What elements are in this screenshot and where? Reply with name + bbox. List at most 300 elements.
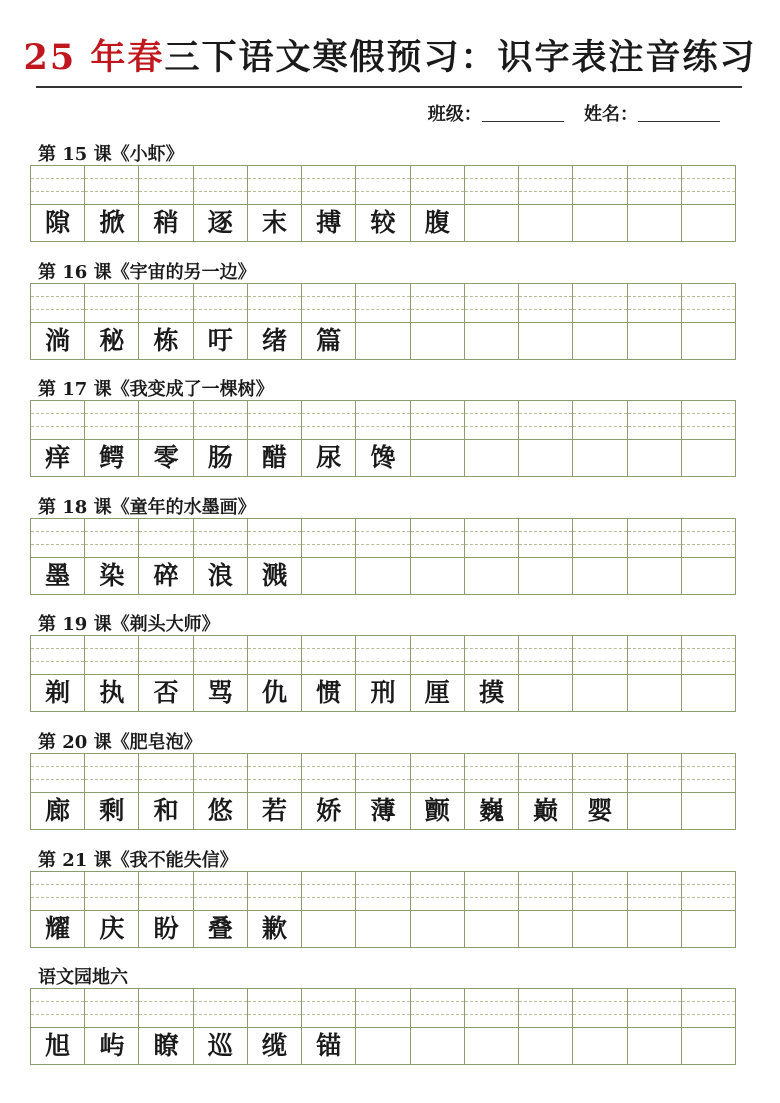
pinyin-writing-area[interactable]: [139, 401, 192, 440]
pinyin-writing-area[interactable]: [302, 754, 355, 793]
pinyin-writing-area[interactable]: [31, 401, 84, 440]
pinyin-writing-area[interactable]: [139, 989, 192, 1028]
pinyin-writing-area[interactable]: [573, 166, 626, 205]
hanzi-character: [682, 557, 735, 594]
hanzi-character: 廊: [45, 796, 71, 825]
grid-cell: [85, 166, 139, 242]
lesson-section: [0, 610, 780, 728]
hanzi-character: [682, 910, 735, 947]
pinyin-writing-area[interactable]: [628, 401, 681, 440]
hanzi-character: [519, 1027, 572, 1064]
grid-cell: [31, 166, 85, 242]
title-main: 三下语文寒假预习：识字表注音练习: [164, 37, 757, 78]
pinyin-writing-area[interactable]: [31, 636, 84, 675]
pinyin-writing-area[interactable]: [194, 401, 247, 440]
grid-cell: [356, 401, 410, 477]
pinyin-grid: [30, 400, 736, 477]
hanzi-character: 巡: [207, 1031, 233, 1061]
grid-cell: [411, 872, 465, 948]
pinyin-writing-area[interactable]: [411, 166, 464, 205]
grid-cell: [356, 166, 410, 242]
pinyin-writing-area[interactable]: [248, 872, 301, 911]
grid-cell: [628, 519, 682, 595]
grid-cell: [302, 636, 356, 712]
grid-cell: [31, 754, 85, 830]
pinyin-grid: [30, 871, 736, 948]
lesson-section: [0, 258, 780, 376]
lesson-section: [0, 963, 780, 1081]
grid-cell: [465, 754, 519, 830]
pinyin-writing-area[interactable]: [465, 519, 518, 558]
grid-cell: [682, 754, 736, 830]
grid-cell: [248, 989, 302, 1065]
pinyin-writing-area[interactable]: [519, 872, 572, 911]
grid-cell: [248, 872, 302, 948]
pinyin-writing-area[interactable]: [628, 636, 681, 675]
hanzi-character: 溅: [262, 560, 288, 590]
pinyin-writing-area[interactable]: [411, 401, 464, 440]
grid-cell: [248, 284, 302, 360]
pinyin-writing-area[interactable]: [356, 166, 409, 205]
hanzi-character: 仇: [262, 678, 288, 708]
pinyin-writing-area[interactable]: [85, 989, 138, 1028]
grid-cell: [302, 989, 356, 1065]
hanzi-character: 叠: [207, 913, 233, 943]
grid-cell: [248, 519, 302, 595]
pinyin-writing-area[interactable]: [573, 872, 626, 911]
grid-cell: [302, 401, 356, 477]
pinyin-writing-area[interactable]: [411, 989, 464, 1028]
pinyin-writing-area[interactable]: [682, 989, 735, 1028]
hanzi-character: 和: [153, 796, 179, 825]
pinyin-writing-area[interactable]: [465, 872, 518, 911]
grid-cell: [194, 166, 248, 242]
grid-cell: [411, 636, 465, 712]
pinyin-writing-area[interactable]: [356, 519, 409, 558]
pinyin-grid: [30, 988, 736, 1065]
grid-cell: [465, 166, 519, 242]
hanzi-character: 淌: [45, 325, 71, 355]
hanzi-character: [682, 792, 735, 829]
hanzi-character: 腹: [424, 208, 450, 237]
hanzi-character: [682, 1027, 735, 1064]
lesson-section: [0, 140, 780, 258]
hanzi-character: [573, 674, 626, 711]
lesson-title: 第 16 课《宇宙的另一边》: [38, 261, 256, 283]
hanzi-character: [682, 439, 735, 476]
grid-cell: [139, 284, 193, 360]
grid-cell: [465, 872, 519, 948]
lesson-title: 第 21 课《我不能失信》: [38, 849, 238, 871]
pinyin-grid: [30, 165, 736, 242]
hanzi-character: 屿: [99, 1031, 125, 1061]
hanzi-character: 庆: [99, 913, 125, 943]
grid-cell: [411, 519, 465, 595]
pinyin-writing-area[interactable]: [302, 636, 355, 675]
grid-cell: [139, 166, 193, 242]
pinyin-writing-area[interactable]: [356, 636, 409, 675]
hanzi-character: [519, 439, 572, 476]
grid-cell: [302, 754, 356, 830]
hanzi-character: [628, 439, 681, 476]
grid-cell: [628, 401, 682, 477]
hanzi-character: 浪: [207, 560, 233, 590]
grid-cell: [682, 401, 736, 477]
grid-cell: [85, 989, 139, 1065]
pinyin-writing-area[interactable]: [519, 519, 572, 558]
pinyin-writing-area[interactable]: [628, 989, 681, 1028]
hanzi-character: [465, 439, 518, 476]
grid-cell: [411, 284, 465, 360]
pinyin-writing-area[interactable]: [356, 284, 409, 323]
pinyin-writing-area[interactable]: [356, 754, 409, 793]
grid-cell: [628, 754, 682, 830]
grid-cell: [356, 519, 410, 595]
pinyin-writing-area[interactable]: [411, 284, 464, 323]
grid-cell: [356, 284, 410, 360]
grid-cell: [194, 519, 248, 595]
hanzi-character: 隙: [45, 208, 71, 237]
grid-cell: [302, 166, 356, 242]
pinyin-writing-area[interactable]: [682, 166, 735, 205]
hanzi-character: [411, 322, 464, 359]
pinyin-writing-area[interactable]: [356, 989, 409, 1028]
grid-cell: [194, 636, 248, 712]
grid-cell: [248, 754, 302, 830]
hanzi-character: [628, 910, 681, 947]
grid-cell: [519, 636, 573, 712]
grid-cell: [248, 636, 302, 712]
student-info: [428, 100, 734, 126]
pinyin-writing-area[interactable]: [302, 519, 355, 558]
grid-cell: [139, 989, 193, 1065]
hanzi-character: [519, 204, 572, 241]
pinyin-writing-area[interactable]: [248, 519, 301, 558]
grid-cell: [682, 872, 736, 948]
pinyin-writing-area[interactable]: [302, 872, 355, 911]
pinyin-writing-area[interactable]: [302, 989, 355, 1028]
pinyin-writing-area[interactable]: [194, 989, 247, 1028]
lesson-title: 语文园地六: [38, 967, 128, 989]
pinyin-writing-area[interactable]: [628, 754, 681, 793]
pinyin-writing-area[interactable]: [628, 166, 681, 205]
hanzi-character: 锚: [316, 1031, 342, 1061]
grid-cell: [85, 754, 139, 830]
pinyin-grid: [30, 753, 736, 830]
pinyin-writing-area[interactable]: [465, 754, 518, 793]
grid-cell: [628, 284, 682, 360]
hanzi-character: 瞭: [153, 1031, 179, 1061]
grid-cell: [682, 519, 736, 595]
hanzi-character: 栋: [153, 325, 179, 355]
grid-cell: [573, 401, 627, 477]
pinyin-writing-area[interactable]: [682, 636, 735, 675]
hanzi-character: [302, 910, 355, 947]
pinyin-writing-area[interactable]: [248, 401, 301, 440]
pinyin-writing-area[interactable]: [411, 636, 464, 675]
grid-cell: [139, 636, 193, 712]
grid-cell: [85, 872, 139, 948]
hanzi-character: 馋: [370, 443, 396, 473]
pinyin-writing-area[interactable]: [628, 284, 681, 323]
grid-cell: [519, 754, 573, 830]
hanzi-character: 薄: [370, 796, 396, 825]
grid-cell: [356, 636, 410, 712]
hanzi-character: [682, 204, 735, 241]
lesson-title: 第 17 课《我变成了一棵树》: [38, 379, 274, 401]
hanzi-character: [465, 910, 518, 947]
grid-cell: [248, 166, 302, 242]
hanzi-character: [356, 1027, 409, 1064]
lesson-section: [0, 728, 780, 846]
pinyin-writing-area[interactable]: [302, 401, 355, 440]
grid-cell: [519, 401, 573, 477]
pinyin-writing-area[interactable]: [519, 166, 572, 205]
hanzi-character: [682, 322, 735, 359]
pinyin-writing-area[interactable]: [85, 872, 138, 911]
hanzi-character: 悠: [207, 796, 233, 825]
lesson-title: 第 20 课《肥皂泡》: [38, 732, 202, 753]
pinyin-writing-area[interactable]: [573, 636, 626, 675]
pinyin-writing-area[interactable]: [139, 754, 192, 793]
pinyin-writing-area[interactable]: [31, 872, 84, 911]
hanzi-character: [628, 1027, 681, 1064]
pinyin-writing-area[interactable]: [519, 284, 572, 323]
pinyin-writing-area[interactable]: [31, 284, 84, 323]
hanzi-character: 秘: [99, 325, 125, 355]
hanzi-character: [628, 792, 681, 829]
pinyin-writing-area[interactable]: [682, 401, 735, 440]
pinyin-writing-area[interactable]: [31, 519, 84, 558]
hanzi-character: 颤: [424, 796, 450, 825]
pinyin-writing-area[interactable]: [573, 989, 626, 1028]
grid-cell: [139, 401, 193, 477]
pinyin-writing-area[interactable]: [465, 166, 518, 205]
grid-cell: [31, 284, 85, 360]
grid-cell: [411, 401, 465, 477]
pinyin-writing-area[interactable]: [85, 166, 138, 205]
pinyin-writing-area[interactable]: [139, 284, 192, 323]
pinyin-writing-area[interactable]: [139, 872, 192, 911]
hanzi-character: [356, 557, 409, 594]
grid-cell: [356, 872, 410, 948]
grid-cell: [85, 284, 139, 360]
pinyin-writing-area[interactable]: [682, 519, 735, 558]
hanzi-character: [573, 322, 626, 359]
pinyin-writing-area[interactable]: [194, 754, 247, 793]
grid-cell: [573, 989, 627, 1065]
pinyin-writing-area[interactable]: [682, 284, 735, 323]
pinyin-writing-area[interactable]: [248, 754, 301, 793]
hanzi-character: [465, 1027, 518, 1064]
grid-cell: [465, 284, 519, 360]
hanzi-character: [356, 322, 409, 359]
grid-cell: [411, 989, 465, 1065]
hanzi-character: [411, 557, 464, 594]
title-accent: 25 年春: [23, 37, 165, 78]
grid-cell: [519, 989, 573, 1065]
hanzi-character: 耀: [45, 913, 71, 943]
hanzi-character: 肠: [207, 443, 233, 473]
grid-cell: [194, 401, 248, 477]
hanzi-character: 碎: [153, 560, 179, 590]
grid-cell: [628, 166, 682, 242]
grid-cell: [519, 284, 573, 360]
hanzi-character: 零: [153, 443, 179, 473]
grid-cell: [85, 519, 139, 595]
grid-cell: [302, 872, 356, 948]
grid-cell: [302, 284, 356, 360]
hanzi-character: 否: [153, 678, 179, 708]
pinyin-writing-area[interactable]: [519, 989, 572, 1028]
lesson-section: [0, 493, 780, 611]
hanzi-character: 巍: [478, 796, 504, 825]
hanzi-character: [573, 1027, 626, 1064]
name-blank[interactable]: [638, 121, 720, 122]
grid-cell: [194, 989, 248, 1065]
pinyin-writing-area[interactable]: [519, 401, 572, 440]
pinyin-writing-area[interactable]: [194, 872, 247, 911]
hanzi-character: 婴: [587, 796, 613, 825]
pinyin-writing-area[interactable]: [411, 519, 464, 558]
hanzi-character: 搏: [316, 208, 342, 237]
hanzi-character: [465, 322, 518, 359]
hanzi-character: 末: [262, 208, 288, 237]
grid-cell: [411, 754, 465, 830]
pinyin-writing-area[interactable]: [573, 284, 626, 323]
pinyin-writing-area[interactable]: [302, 166, 355, 205]
hanzi-character: [573, 910, 626, 947]
pinyin-writing-area[interactable]: [573, 401, 626, 440]
pinyin-writing-area[interactable]: [194, 166, 247, 205]
pinyin-writing-area[interactable]: [628, 519, 681, 558]
grid-cell: [465, 519, 519, 595]
pinyin-grid: [30, 518, 736, 595]
hanzi-character: [628, 204, 681, 241]
class-label: 班级：: [427, 104, 482, 125]
name-label: 姓名：: [584, 104, 638, 125]
hanzi-character: 缆: [262, 1031, 288, 1061]
pinyin-writing-area[interactable]: [85, 519, 138, 558]
pinyin-writing-area[interactable]: [85, 754, 138, 793]
grid-cell: [356, 989, 410, 1065]
pinyin-writing-area[interactable]: [356, 401, 409, 440]
lesson-section: [0, 375, 780, 493]
hanzi-character: 尿: [316, 443, 342, 473]
pinyin-writing-area[interactable]: [248, 989, 301, 1028]
pinyin-writing-area[interactable]: [248, 284, 301, 323]
hanzi-character: 刑: [370, 678, 396, 708]
pinyin-writing-area[interactable]: [85, 636, 138, 675]
pinyin-writing-area[interactable]: [411, 754, 464, 793]
hanzi-character: [465, 557, 518, 594]
hanzi-character: 篇: [316, 325, 342, 355]
pinyin-writing-area[interactable]: [302, 284, 355, 323]
pinyin-writing-area[interactable]: [31, 166, 84, 205]
hanzi-character: 剩: [99, 796, 125, 825]
pinyin-writing-area[interactable]: [411, 872, 464, 911]
grid-cell: [573, 754, 627, 830]
pinyin-writing-area[interactable]: [465, 401, 518, 440]
pinyin-writing-area[interactable]: [465, 636, 518, 675]
pinyin-writing-area[interactable]: [194, 636, 247, 675]
hanzi-character: 稍: [153, 208, 179, 237]
pinyin-writing-area[interactable]: [194, 284, 247, 323]
hanzi-character: 盼: [153, 913, 179, 943]
pinyin-writing-area[interactable]: [194, 519, 247, 558]
hanzi-character: 痒: [45, 443, 71, 473]
pinyin-writing-area[interactable]: [31, 754, 84, 793]
lesson-section: [0, 846, 780, 964]
lesson-title: 第 19 课《剃头大师》: [38, 614, 220, 636]
grid-cell: [31, 519, 85, 595]
pinyin-writing-area[interactable]: [682, 754, 735, 793]
grid-cell: [31, 989, 85, 1065]
page-title: [0, 30, 780, 80]
grid-cell: [465, 401, 519, 477]
pinyin-writing-area[interactable]: [682, 872, 735, 911]
pinyin-writing-area[interactable]: [31, 989, 84, 1028]
hanzi-character: [628, 557, 681, 594]
hanzi-character: [519, 674, 572, 711]
grid-cell: [139, 754, 193, 830]
hanzi-character: 较: [370, 208, 396, 237]
pinyin-writing-area[interactable]: [628, 872, 681, 911]
class-blank[interactable]: [482, 121, 564, 122]
pinyin-writing-area[interactable]: [465, 284, 518, 323]
pinyin-writing-area[interactable]: [573, 519, 626, 558]
grid-cell: [519, 166, 573, 242]
hanzi-character: 逐: [207, 208, 233, 237]
hanzi-character: 绪: [262, 325, 288, 355]
grid-cell: [194, 754, 248, 830]
grid-cell: [628, 872, 682, 948]
hanzi-character: [519, 910, 572, 947]
pinyin-writing-area[interactable]: [573, 754, 626, 793]
pinyin-writing-area[interactable]: [139, 636, 192, 675]
pinyin-writing-area[interactable]: [139, 519, 192, 558]
grid-cell: [573, 519, 627, 595]
pinyin-writing-area[interactable]: [519, 754, 572, 793]
hanzi-character: [411, 439, 464, 476]
hanzi-character: [411, 910, 464, 947]
hanzi-character: [465, 204, 518, 241]
pinyin-writing-area[interactable]: [519, 636, 572, 675]
hanzi-character: [573, 557, 626, 594]
grid-cell: [682, 989, 736, 1065]
hanzi-character: [411, 1027, 464, 1064]
pinyin-grid: [30, 283, 736, 360]
grid-cell: [31, 401, 85, 477]
hanzi-character: 娇: [316, 796, 342, 825]
grid-cell: [682, 284, 736, 360]
grid-cell: [139, 872, 193, 948]
pinyin-writing-area[interactable]: [85, 284, 138, 323]
pinyin-writing-area[interactable]: [139, 166, 192, 205]
title-divider: [36, 86, 742, 88]
pinyin-writing-area[interactable]: [85, 401, 138, 440]
grid-cell: [302, 519, 356, 595]
hanzi-character: 骂: [207, 678, 233, 708]
hanzi-character: [628, 674, 681, 711]
pinyin-writing-area[interactable]: [248, 166, 301, 205]
lesson-title: 第 15 课《小虾》: [38, 144, 184, 165]
pinyin-writing-area[interactable]: [248, 636, 301, 675]
pinyin-writing-area[interactable]: [356, 872, 409, 911]
pinyin-writing-area[interactable]: [465, 989, 518, 1028]
grid-cell: [682, 166, 736, 242]
grid-cell: [85, 636, 139, 712]
